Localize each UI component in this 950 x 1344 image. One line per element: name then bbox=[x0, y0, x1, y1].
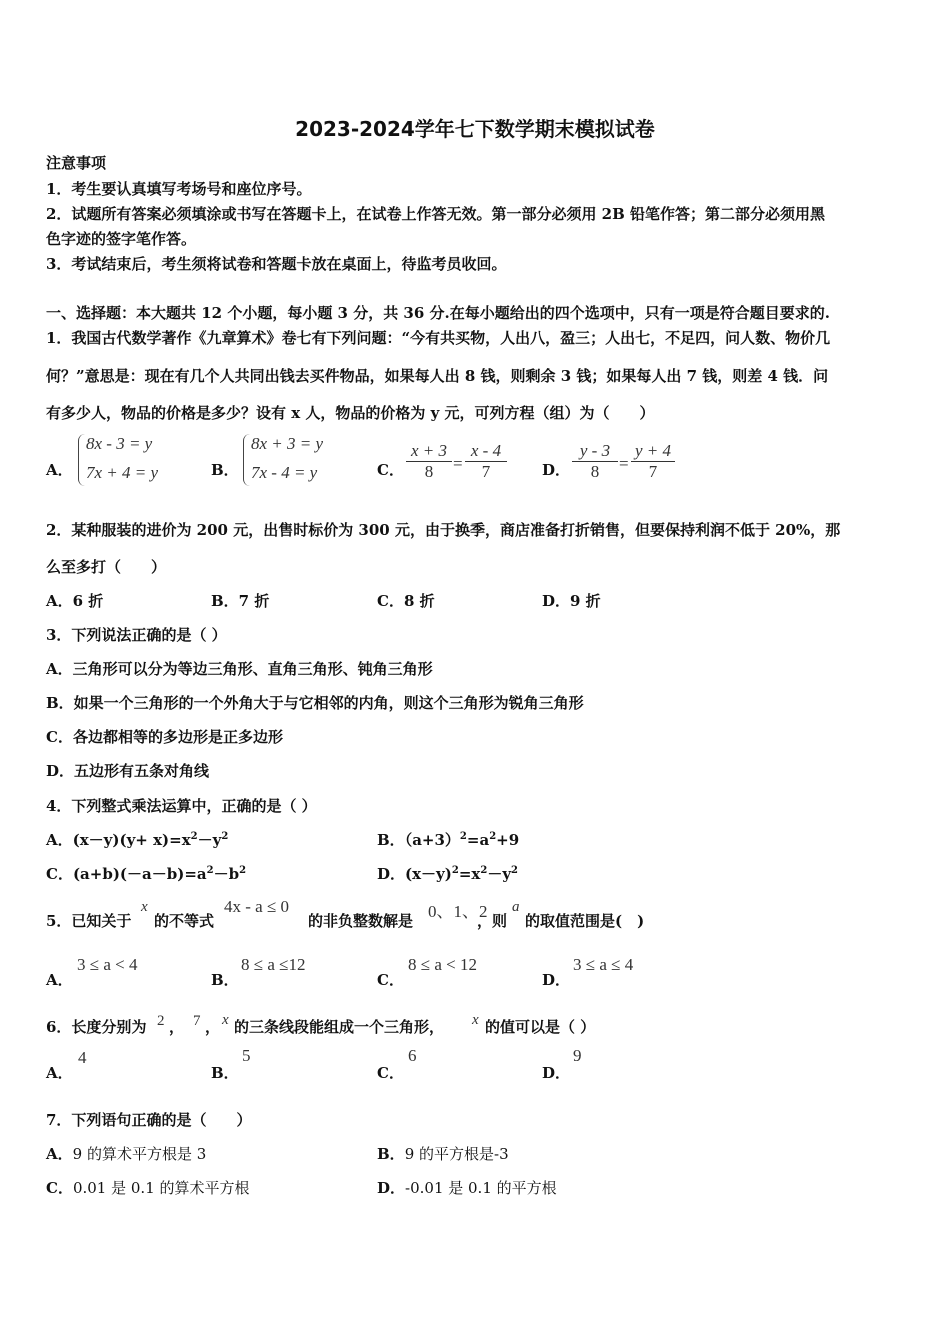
page-title: 2023-2024学年七下数学期末模拟试卷 bbox=[295, 117, 655, 141]
q7-option-c[interactable] bbox=[46, 1177, 250, 1198]
numerator: x + 3 bbox=[406, 441, 452, 462]
equation: 7x - 4 = y bbox=[251, 463, 318, 482]
q4-option-b[interactable] bbox=[377, 829, 519, 850]
option-label: B． bbox=[211, 971, 239, 989]
q7-option-d[interactable] bbox=[377, 1177, 557, 1198]
q4-option-d[interactable] bbox=[377, 863, 518, 884]
expression: =a bbox=[466, 831, 490, 849]
option-label: A． bbox=[46, 971, 73, 989]
expression: (a+b)(－a－b)=a bbox=[72, 865, 207, 883]
exponent: 2 bbox=[190, 831, 198, 842]
option-label: A． bbox=[46, 1145, 73, 1163]
denominator: 7 bbox=[481, 462, 491, 481]
q1-stem-line: 何？”意思是：现在有几个人共同出钱去买件物品，如果每人出 8 钱，则剩余 3 钱；如果每人出 7 钱，则差 4 钱．问 bbox=[46, 367, 829, 385]
expression: －b bbox=[213, 865, 240, 883]
denominator: 7 bbox=[648, 462, 658, 481]
denominator: 8 bbox=[424, 462, 434, 481]
exponent: 2 bbox=[511, 865, 519, 876]
expression: (x－y)(y+ x)=x bbox=[72, 831, 191, 849]
variable: a bbox=[512, 899, 520, 915]
option-label: B． bbox=[211, 1064, 239, 1082]
q1-stem-line: 1．我国古代数学著作《九章算术》卷七有下列问题：“今有共买物，人出八，盈三；人出七，不足四，问人数、物价几 bbox=[46, 329, 831, 347]
equation: 8x + 3 = y bbox=[251, 434, 324, 453]
q5-stem-suffix: 的取值范围是( ) bbox=[525, 912, 645, 930]
q3-stem: 3．下列说法正确的是（ ） bbox=[46, 626, 227, 644]
q2-stem-line: 么至多打（ ） bbox=[46, 558, 167, 576]
fraction bbox=[631, 441, 675, 482]
exponent: 2 bbox=[206, 865, 214, 876]
option-label: B． bbox=[211, 461, 239, 479]
variable: x bbox=[222, 1012, 229, 1028]
exponent: 2 bbox=[480, 865, 488, 876]
fraction bbox=[465, 441, 507, 482]
notice-item: 3．考试结束后，考生须将试卷和答题卡放在桌面上，待监考员收回。 bbox=[46, 255, 507, 273]
exponent: 2 bbox=[451, 865, 459, 876]
option-text: 9 的平方根是-3 bbox=[404, 1145, 509, 1163]
option-text: 0.01 是 0.1 的算术平方根 bbox=[72, 1179, 250, 1197]
option-label: B． bbox=[377, 1145, 405, 1163]
q3-option-d[interactable]: D．五边形有五条对角线 bbox=[46, 762, 210, 780]
fraction bbox=[406, 441, 452, 482]
number: 7 bbox=[193, 1013, 201, 1029]
option-label: C． bbox=[377, 461, 404, 479]
exponent: 2 bbox=[459, 831, 467, 842]
q2-option-b[interactable]: B．7 折 bbox=[211, 592, 270, 610]
option-label: C． bbox=[46, 865, 73, 883]
numerator: y + 4 bbox=[631, 441, 675, 462]
q2-stem-line: 2．某种服装的进价为 200 元，出售时标价为 300 元，由于换季，商店准备打折销售，但要保持利润不低于 20%，那 bbox=[46, 521, 841, 539]
option-text: -0.01 是 0.1 的平方根 bbox=[405, 1179, 557, 1197]
fraction bbox=[572, 441, 618, 482]
separator: ， bbox=[205, 1018, 221, 1036]
option-label: D． bbox=[542, 461, 571, 479]
brace-icon bbox=[243, 434, 250, 486]
notice-item: 1．考生要认真填写考场号和座位序号。 bbox=[46, 180, 312, 198]
option-label: C． bbox=[377, 971, 404, 989]
q2-option-a[interactable]: A．6 折 bbox=[46, 592, 104, 610]
q7-stem: 7．下列语句正确的是（ ） bbox=[46, 1111, 252, 1129]
option-text: 9 的算术平方根是 3 bbox=[72, 1145, 207, 1163]
equals-sign: = bbox=[453, 454, 463, 473]
option-label: D． bbox=[377, 865, 406, 883]
q2-option-d[interactable]: D．9 折 bbox=[542, 592, 601, 610]
q3-option-c[interactable]: C．各边都相等的多边形是正多边形 bbox=[46, 728, 283, 746]
variable: x bbox=[141, 899, 148, 915]
value: 9 bbox=[573, 1046, 582, 1065]
expression: (x－y) bbox=[405, 865, 452, 883]
q3-option-b[interactable]: B．如果一个三角形的一个外角大于与它相邻的内角，则这个三角形为锐角三角形 bbox=[46, 694, 584, 712]
q4-option-a[interactable] bbox=[46, 829, 228, 850]
value: 6 bbox=[408, 1046, 417, 1065]
q5-stem-part: ，则 bbox=[477, 912, 508, 930]
expression: －y bbox=[197, 831, 222, 849]
value: 5 bbox=[242, 1046, 251, 1065]
notice-item: 色字迹的签字笔作答。 bbox=[46, 230, 197, 248]
expression: （a+3） bbox=[404, 831, 460, 849]
inequality: 4x - a ≤ 0 bbox=[224, 897, 290, 916]
brace-icon bbox=[78, 434, 85, 486]
option-label: A． bbox=[46, 461, 73, 479]
equals-sign: = bbox=[619, 454, 629, 473]
exponent: 2 bbox=[239, 865, 247, 876]
denominator: 8 bbox=[590, 462, 600, 481]
option-label: C． bbox=[46, 1179, 73, 1197]
q4-option-c[interactable] bbox=[46, 863, 246, 884]
q7-option-a[interactable] bbox=[46, 1143, 206, 1164]
range: 3 ≤ a ≤ 4 bbox=[573, 955, 634, 974]
notice-item: 2．试题所有答案必须填涂或书写在答题卡上，在试卷上作答无效。第一部分必须用 2B 铅笔作答；第二部分必须用黑 bbox=[46, 205, 826, 223]
q2-option-c[interactable]: C．8 折 bbox=[377, 592, 435, 610]
expression: =x bbox=[458, 865, 481, 883]
equation: 7x + 4 = y bbox=[86, 463, 159, 482]
numerator: y - 3 bbox=[572, 441, 618, 462]
option-label: D． bbox=[542, 1064, 571, 1082]
variable: x bbox=[472, 1012, 479, 1028]
exponent: 2 bbox=[221, 831, 229, 842]
range: 8 ≤ a ≤12 bbox=[241, 955, 306, 974]
expression: －y bbox=[487, 865, 512, 883]
option-label: C． bbox=[377, 1064, 404, 1082]
q4-stem: 4．下列整式乘法运算中，正确的是（ ） bbox=[46, 797, 317, 815]
q5-stem-part: 的不等式 bbox=[154, 912, 215, 930]
option-label: D． bbox=[377, 1179, 406, 1197]
notice-heading: 注意事项 bbox=[46, 154, 107, 172]
option-label: D． bbox=[542, 971, 571, 989]
range: 8 ≤ a < 12 bbox=[408, 955, 477, 974]
range: 3 ≤ a < 4 bbox=[77, 955, 138, 974]
solution-set: 0、1、2 bbox=[428, 902, 488, 921]
option-label: B． bbox=[377, 831, 405, 849]
option-label: A． bbox=[46, 831, 73, 849]
q5-stem-part: 的非负整数解是 bbox=[308, 912, 414, 930]
q6-stem-prefix: 6．长度分别为 bbox=[46, 1018, 147, 1036]
option-label: A． bbox=[46, 1064, 73, 1082]
value: 4 bbox=[78, 1048, 87, 1067]
equation: 8x - 3 = y bbox=[86, 434, 153, 453]
separator: ， bbox=[169, 1018, 185, 1036]
q1-stem-line: 有多少人，物品的价格是多少？设有 x 人，物品的价格为 y 元，可列方程（组）为（ ） bbox=[46, 404, 655, 422]
expression: +9 bbox=[496, 831, 520, 849]
section-heading: 一、选择题：本大题共 12 个小题，每小题 3 分，共 36 分.在每小题给出的四个选项中，只有一项是符合题目要求的. bbox=[46, 304, 830, 322]
number: 2 bbox=[157, 1013, 165, 1029]
exponent: 2 bbox=[489, 831, 497, 842]
numerator: x - 4 bbox=[465, 441, 507, 462]
q5-stem-prefix: 5．已知关于 bbox=[46, 912, 132, 930]
q6-stem-suffix: 的值可以是（ ） bbox=[485, 1018, 596, 1036]
q6-stem-part: 的三条线段能组成一个三角形， bbox=[234, 1018, 445, 1036]
q3-option-a[interactable]: A．三角形可以分为等边三角形、直角三角形、钝角三角形 bbox=[46, 660, 433, 678]
q7-option-b[interactable] bbox=[377, 1143, 509, 1164]
